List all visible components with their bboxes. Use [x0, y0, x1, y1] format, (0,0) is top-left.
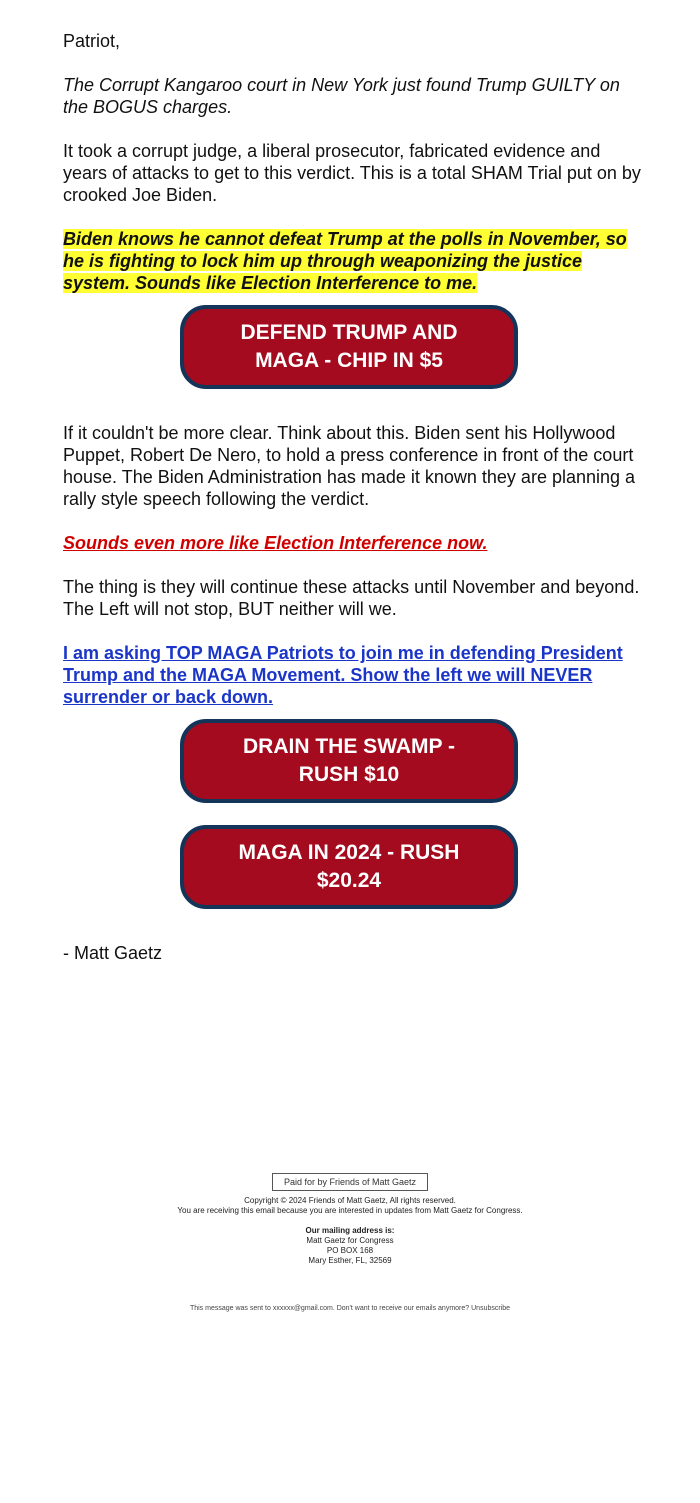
intro-paragraph: The Corrupt Kangaroo court in New York just found Trump GUILTY on the BOGUS charges.: [63, 75, 620, 117]
greeting: Patriot,: [63, 31, 121, 51]
sent-to-text: This message was sent to xxxxxx@gmail.com. Don't want to receive our emails anymore?: [189, 1305, 470, 1312]
unsubscribe-link[interactable]: Unsubscribe: [471, 1305, 511, 1312]
highlighted-text: Biden knows he cannot defeat Trump at the polls in November, so he is fighting to lock him up through weaponizing the justice system. Sounds like Election Interference to me.: [63, 229, 627, 293]
mailing-heading: Our mailing address is:: [305, 1226, 395, 1235]
receiving-text: You are receiving this email because you are interested in updates from Matt Gaetz for Congress.: [177, 1206, 523, 1215]
copyright-text: Copyright © 2024 Friends of Matt Gaetz, All rights reserved.: [244, 1196, 456, 1205]
join-patriots-link[interactable]: I am asking TOP MAGA Patriots to join me in defending President Trump and the MAGA Movement. Show the left we will NEVER surrender or back down.: [63, 643, 623, 707]
address-line-1: Matt Gaetz for Congress: [306, 1236, 394, 1245]
verdict-paragraph: It took a corrupt judge, a liberal prosecutor, fabricated evidence and years of attacks to get to this verdict. This is a total SHAM Trial put on by crooked Joe Biden.: [63, 141, 641, 205]
attacks-paragraph: The thing is they will continue these attacks until November and beyond. The Left will not stop, BUT neither will we.: [63, 577, 640, 619]
rush-10-button[interactable]: DRAIN THE SWAMP - RUSH $10: [180, 719, 518, 803]
rush-20-24-button[interactable]: MAGA IN 2024 - RUSH $20.24: [180, 825, 518, 909]
footer-copyright: [0, 1196, 700, 1216]
sent-to-notice: [0, 1304, 700, 1314]
highlighted-paragraph: [63, 228, 643, 294]
chip-in-5-button[interactable]: DEFEND TRUMP AND MAGA - CHIP IN $5: [180, 305, 518, 389]
address-line-2: PO BOX 168: [326, 1246, 374, 1255]
mailing-address: [0, 1236, 700, 1266]
press-conference-paragraph: If it couldn't be more clear. Think about this. Biden sent his Hollywood Puppet, Robert De Nero, to hold a press conference in front of the court house. The Biden Administration has made it known they are planning a rally style speech following the verdict.: [63, 423, 636, 509]
election-interference-link[interactable]: Sounds even more like Election Interference now.: [63, 533, 488, 553]
paid-for-box: Paid for by Friends of Matt Gaetz: [272, 1173, 428, 1191]
signature: - Matt Gaetz: [63, 943, 163, 963]
address-line-3: Mary Esther, FL, 32569: [308, 1256, 392, 1265]
